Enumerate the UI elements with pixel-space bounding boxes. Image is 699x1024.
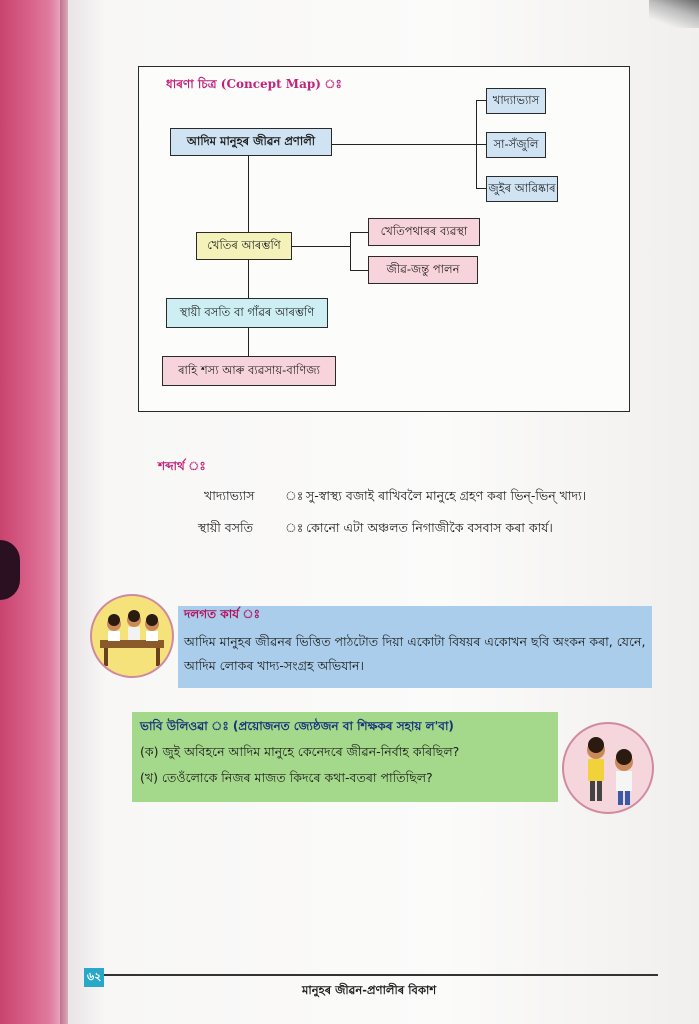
footer-rule xyxy=(104,974,658,976)
node-tools: সা-সঁজুলি xyxy=(486,132,546,158)
think-question: (ক) জুই অবিহনে আদিম মানুহে কেনেদৰে জীৱন-নিৰ্বাহ কৰিছিল? xyxy=(140,744,460,759)
node-farmland: খেতিপথাৰৰ ব্যৱস্থা xyxy=(368,218,480,246)
connector-line xyxy=(248,328,249,356)
concept-map-title: ধাৰণা চিত্ৰ (Concept Map) ঃ xyxy=(166,77,342,91)
connector-line xyxy=(350,232,368,233)
page-number: ৬২ xyxy=(84,968,104,987)
book-spine xyxy=(0,0,68,1024)
glossary-term: খাদ্যাভ্যাস xyxy=(204,488,255,503)
connector-line xyxy=(350,270,368,271)
node-trade: ৰাহি শস্য আৰু ব্যৱসায়-বাণিজ্য xyxy=(162,356,336,386)
glossary-title: শব্দাৰ্থ ঃ xyxy=(158,459,206,473)
connector-line xyxy=(332,144,476,145)
connector-line xyxy=(476,100,486,101)
group-work-text: আদিম মানুহৰ জীৱনৰ ভিত্তিত পাঠটোত দিয়া একোটা বিষয়ৰ একোখন ছবি অংকন কৰা, যেনে, আদিম লোকৰ খাদ্য-সংগ্ৰহ অভিযান। xyxy=(184,634,646,673)
connector-line xyxy=(248,156,249,234)
chapter-title: মানুহৰ জীৱন-প্ৰণালীৰ বিকাশ xyxy=(302,983,437,997)
connector-line xyxy=(350,232,351,270)
glossary-separator: ঃ xyxy=(285,520,304,535)
children-drawing-illustration xyxy=(90,594,174,678)
group-work-title: দলগত কাৰ্য ঃ xyxy=(184,607,261,621)
connector-line xyxy=(476,144,486,145)
glossary-definition: সু-স্বাস্থ্য বজাই ৰাখিবলৈ মানুহে গ্ৰহণ কৰা ভিন্-ভিন্ খাদ্য। xyxy=(306,488,587,503)
connector-line xyxy=(248,260,249,298)
node-root: আদিম মানুহৰ জীৱন প্ৰণালী xyxy=(170,128,332,156)
page-corner xyxy=(649,0,699,28)
node-settlement: স্থায়ী বসতি বা গাঁৱৰ আৰম্ভণি xyxy=(166,298,328,328)
glossary-separator: ঃ xyxy=(285,488,304,503)
node-agriculture: খেতিৰ আৰম্ভণি xyxy=(196,232,292,260)
node-food-habit: খাদ্যাভ্যাস xyxy=(486,88,546,114)
glossary-definition: কোনো এটা অঞ্চলত নিগাজীকৈ বসবাস কৰা কাৰ্য। xyxy=(306,520,553,535)
children-thinking-illustration xyxy=(562,722,654,814)
glossary-term: স্থায়ী বসতি xyxy=(198,520,253,535)
node-animal-husbandry: জীৱ-জন্তু পালন xyxy=(368,256,478,284)
think-question: (খ) তেওঁলোকে নিজৰ মাজত কিদৰে কথা-বতৰা পাতিছিল? xyxy=(140,770,433,785)
think-answer-title: ভাবি উলিওৱা ঃ (প্ৰয়োজনত জ্যেষ্ঠজন বা শিক্ষকৰ সহায় ল'বা) xyxy=(140,719,454,733)
connector-line xyxy=(476,188,486,189)
connector-line xyxy=(292,246,350,247)
node-fire: জুইৰ আৱিষ্কাৰ xyxy=(486,176,558,202)
